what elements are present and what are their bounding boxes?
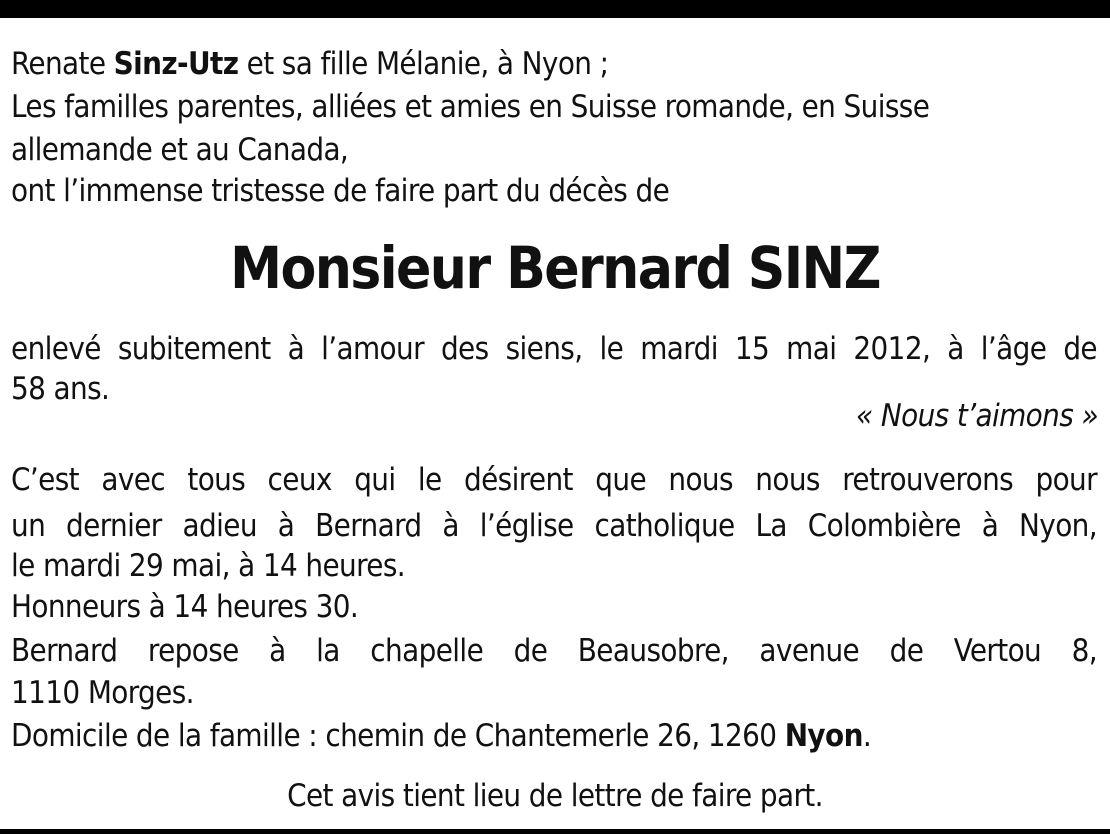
- bottom-rule: [0, 829, 1110, 834]
- intro-line-3: allemande et au Canada,: [11, 132, 349, 168]
- closing-note: Cet avis tient lieu de lettre de faire part.: [287, 778, 823, 814]
- widow-surname: Sinz-Utz: [113, 46, 239, 82]
- intro-line-1: [11, 44, 608, 84]
- ceremony-line-4: Honneurs à 14 heures 30.: [11, 589, 359, 625]
- ceremony-line-6: 1110 Morges.: [11, 675, 194, 711]
- intro-suffix: et sa fille Mélanie, à Nyon ;: [238, 46, 609, 82]
- ceremony-line-2: un dernier adieu à Bernard à l’église catholique La Colombière à Nyon,: [11, 508, 1097, 544]
- death-line-2: 58 ans.: [11, 371, 110, 407]
- death-line-1: enlevé subitement à l’amour des siens, le mardi 15 mai 2012, à l’âge de: [11, 331, 1097, 367]
- domicile-text: Domicile de la famille : chemin de Chantemerle 26, 1260: [11, 718, 785, 754]
- domicile-city: Nyon: [784, 718, 863, 754]
- ceremony-line-5: Bernard repose à la chapelle de Beausobre, avenue de Vertou 8,: [11, 633, 1097, 669]
- domicile-period: .: [862, 718, 872, 754]
- intro-line-2: Les familles parentes, alliées et amies en Suisse romande, en Suisse: [11, 89, 930, 125]
- intro-line-4: ont l’immense tristesse de faire part du décès de: [11, 173, 670, 209]
- ceremony-line-7: [11, 716, 871, 756]
- ceremony-line-1: C’est avec tous ceux qui le désirent que nous nous retrouverons pour: [11, 462, 1097, 498]
- deceased-name: Monsieur Bernard SINZ: [230, 234, 880, 302]
- intro-prefix: Renate: [11, 46, 114, 82]
- motto: « Nous t’aimons »: [856, 398, 1098, 434]
- top-rule: [0, 0, 1110, 18]
- ceremony-line-3: le mardi 29 mai, à 14 heures.: [11, 548, 406, 584]
